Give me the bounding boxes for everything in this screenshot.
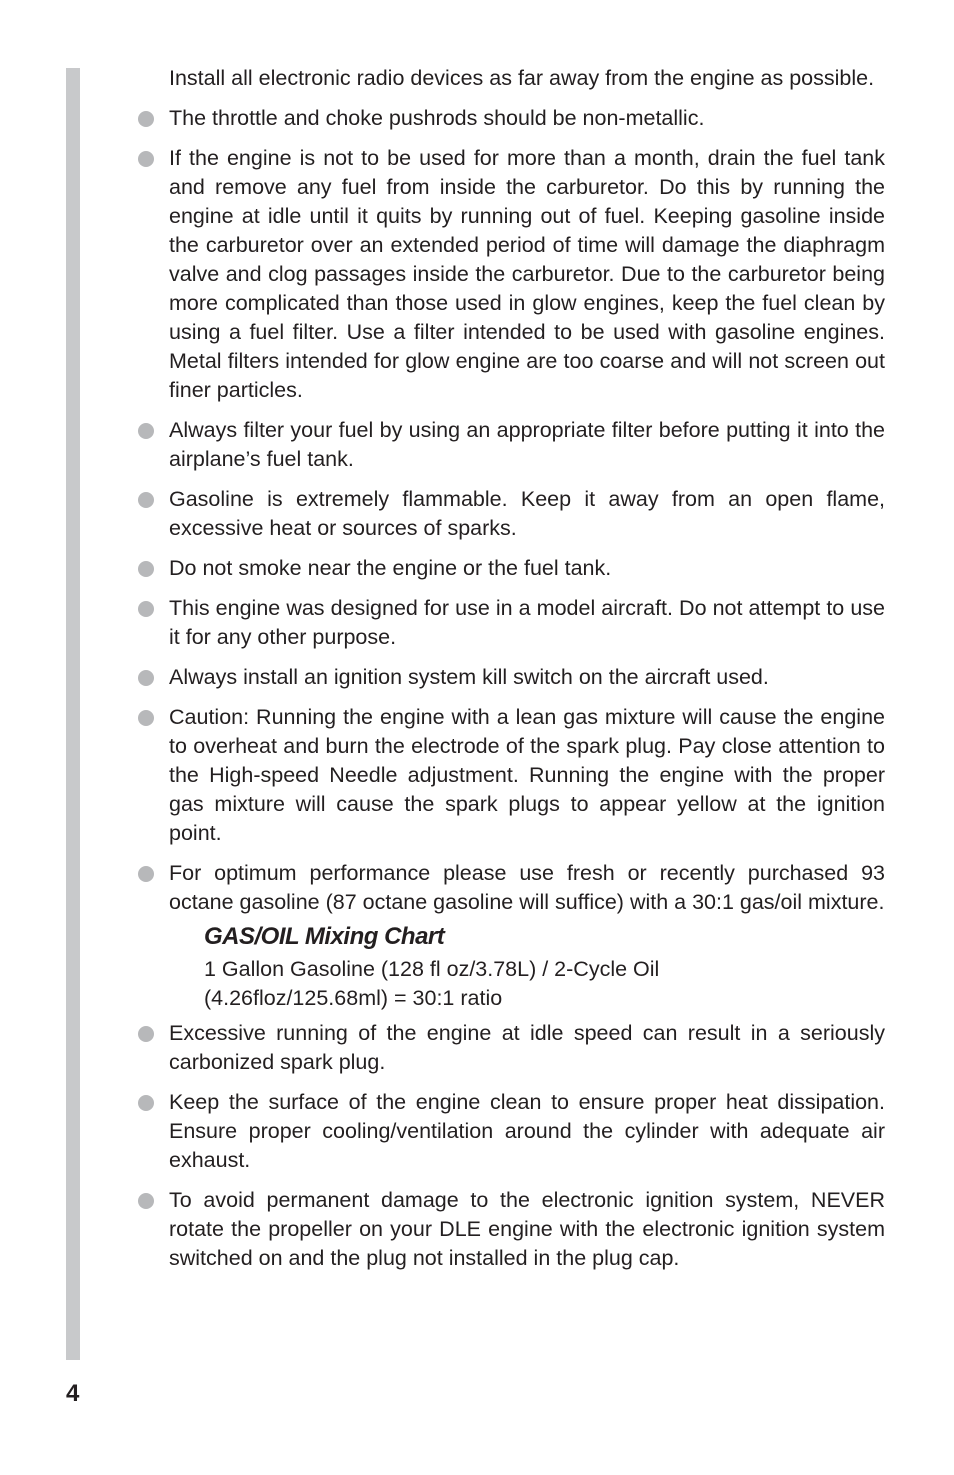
bullet-item [169,1088,885,1175]
bullet-dot-icon [138,561,154,577]
bullet-text: Keep the surface of the engine clean to ensure proper heat dissipation. Ensure proper cooling/ventilation around the cylinder with adequate air exhaust. [169,1090,885,1172]
bullet-dot-icon [138,151,154,167]
bullet-text: To avoid permanent damage to the electronic ignition system, NEVER rotate the propeller on your DLE engine with the electronic ignition system switched on and the plug not installed in the plug cap. [169,1188,885,1270]
bullet-text: Always filter your fuel by using an appropriate filter before putting it into the airplane’s fuel tank. [169,418,885,471]
bullet-dot-icon [138,670,154,686]
mixing-chart-line: (4.26floz/125.68ml) = 30:1 ratio [204,986,503,1010]
bullet-item [169,416,885,474]
bullet-dot-icon [138,111,154,127]
mixing-chart-title: GAS/OIL Mixing Chart [204,923,445,950]
bullet-dot-icon [138,601,154,617]
intro-paragraph: Install all electronic radio devices as far away from the engine as possible. [169,66,875,90]
bullet-text: Always install an ignition system kill switch on the aircraft used. [169,665,769,689]
bullet-text: Do not smoke near the engine or the fuel tank. [169,556,612,580]
bullet-dot-icon [138,866,154,882]
bullet-item [169,1019,885,1077]
bullet-text: For optimum performance please use fresh or recently purchased 93 octane gasoline (87 octane gasoline will suffice) with a 30:1 gas/oil mixture. [169,861,885,914]
bullet-dot-icon [138,1193,154,1209]
bullet-text: Excessive running of the engine at idle speed can result in a seriously carbonized spark plug. [169,1021,885,1074]
bullet-item [169,554,885,583]
bullet-dot-icon [138,1026,154,1042]
bullet-item [169,859,885,917]
mixing-chart-line: 1 Gallon Gasoline (128 fl oz/3.78L) / 2-Cycle Oil [204,957,660,981]
manual-content [169,64,885,1273]
bullet-dot-icon [138,492,154,508]
side-margin-bar [66,68,80,1360]
bullet-text: If the engine is not to be used for more than a month, drain the fuel tank and remove any fuel from inside the carburetor. Do this by running the engine at idle until it quits by running out of fuel. Keeping gasoline inside the carburetor over an extended period of time will damage the diaphragm valve and clog passages inside the carburetor. Due to the carburetor being more complicated than those used in glow engines, keep the fuel clean by using a fuel filter. Use a filter intended to be used with gasoline engines. Metal filters intended for glow engine are too coarse and will not screen out finer particles. [169,146,885,402]
bullet-item [169,663,885,692]
bullet-dot-icon [138,710,154,726]
mixing-chart [204,921,885,1013]
bullet-dot-icon [138,1095,154,1111]
bullet-item [169,594,885,652]
bullet-item [169,703,885,848]
bullet-text: The throttle and choke pushrods should be non-metallic. [169,106,705,130]
bullet-item [169,144,885,405]
bullet-dot-icon [138,423,154,439]
bullet-text: Caution: Running the engine with a lean gas mixture will cause the engine to overheat and burn the electrode of the spark plug. Pay close attention to the High-speed Needle adjustment. Running the engine with the proper gas mixture will cause the spark plugs to appear yellow at the ignition point. [169,705,885,845]
bullet-item [169,485,885,543]
bullet-text: This engine was designed for use in a model aircraft. Do not attempt to use it for any other purpose. [169,596,885,649]
page-number: 4 [66,1380,80,1407]
bullet-item [169,1186,885,1273]
bullet-item [169,104,885,133]
bullet-text: Gasoline is extremely flammable. Keep it away from an open flame, excessive heat or sources of sparks. [169,487,885,540]
